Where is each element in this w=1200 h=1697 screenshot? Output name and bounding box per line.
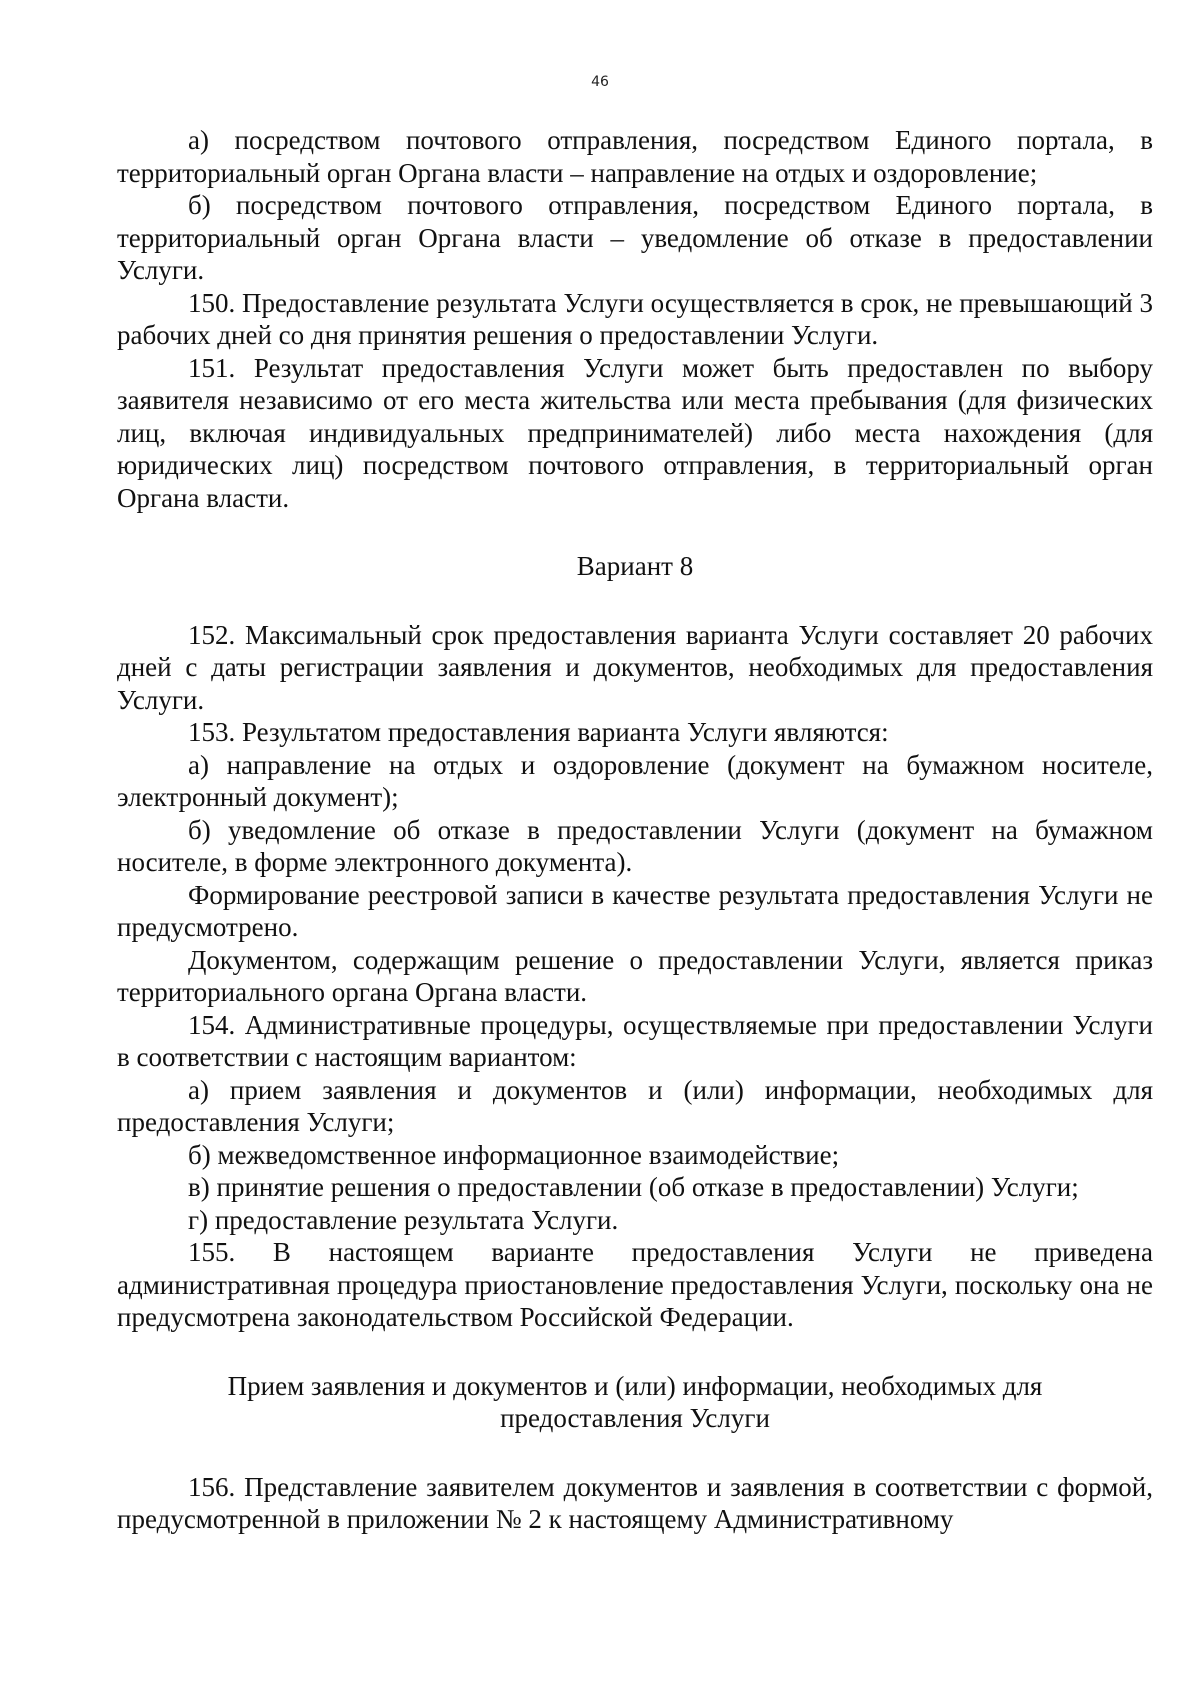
paragraph-b-postal-refusal: б) посредством почтового отправления, посредством Единого портала, в территориальный орган Органа власти – уведомление об отказе в предоставлении Услуги. xyxy=(117,190,1153,285)
paragraph-154-a: а) прием заявления и документов и (или) информации, необходимых для предоставления Услуги; xyxy=(117,1074,1153,1137)
paragraph-154-b: б) межведомственное информационное взаимодействие; xyxy=(188,1139,840,1170)
document-body xyxy=(117,124,1153,1536)
page-number: 46 xyxy=(591,74,609,90)
heading-application-reception: Прием заявления и документов и (или) информации, необходимых для предоставления Услуги xyxy=(227,1370,1043,1433)
paragraph-152: 152. Максимальный срок предоставления варианта Услуги составляет 20 рабочих дней с даты регистрации заявления и документов, необходимых для предоставления Услуги. xyxy=(117,619,1153,715)
paragraph-153-a: а) направление на отдых и оздоровление (документ на бумажном носителе, электронный документ); xyxy=(117,749,1153,812)
paragraph-154-v: в) принятие решения о предоставлении (об отказе в предоставлении) Услуги; xyxy=(188,1172,1079,1202)
paragraph-154: 154. Административные процедуры, осуществляемые при предоставлении Услуги в соответствии с настоящим вариантом: xyxy=(117,1009,1153,1072)
paragraph-155: 155. В настоящем варианте предоставления Услуги не приведена административная процедура приостановление предоставления Услуги, поскольку она не предусмотрена законодательством Российской Федерации. xyxy=(117,1237,1153,1332)
paragraph-151: 151. Результат предоставления Услуги может быть предоставлен по выбору заявителя независимо от его места жительства или места пребывания (для физических лиц, включая индивидуальных предпринимателей) либо места нахождения (для юридических лиц) посредством почтового отправления, в территориальный орган Органа власти. xyxy=(117,352,1153,513)
paragraph-153: 153. Результатом предоставления варианта Услуги являются: xyxy=(188,717,889,747)
paragraph-153-b: б) уведомление об отказе в предоставлении Услуги (документ на бумажном носителе, в форме электронного документа). xyxy=(117,814,1153,877)
paragraph-150: 150. Предоставление результата Услуги осуществляется в срок, не превышающий 3 рабочих дней со дня принятия решения о предоставлении Услуги. xyxy=(117,287,1153,350)
paragraph-registry-record: Формирование реестровой записи в качестве результата предоставления Услуги не предусмотрено. xyxy=(117,879,1153,942)
paragraph-156: 156. Представление заявителем документов и заявления в соответствии с формой, предусмотренной в приложении № 2 к настоящему Административному xyxy=(117,1471,1153,1534)
paragraph-decision-document: Документом, содержащим решение о предоставлении Услуги, является приказ территориального органа Органа власти. xyxy=(117,944,1153,1007)
heading-variant-8: Вариант 8 xyxy=(576,551,694,581)
paragraph-154-g: г) предоставление результата Услуги. xyxy=(188,1204,619,1235)
paragraph-a-postal-direction: а) посредством почтового отправления, посредством Единого портала, в территориальный орган Органа власти – направление на отдых и оздоровление; xyxy=(117,125,1153,188)
